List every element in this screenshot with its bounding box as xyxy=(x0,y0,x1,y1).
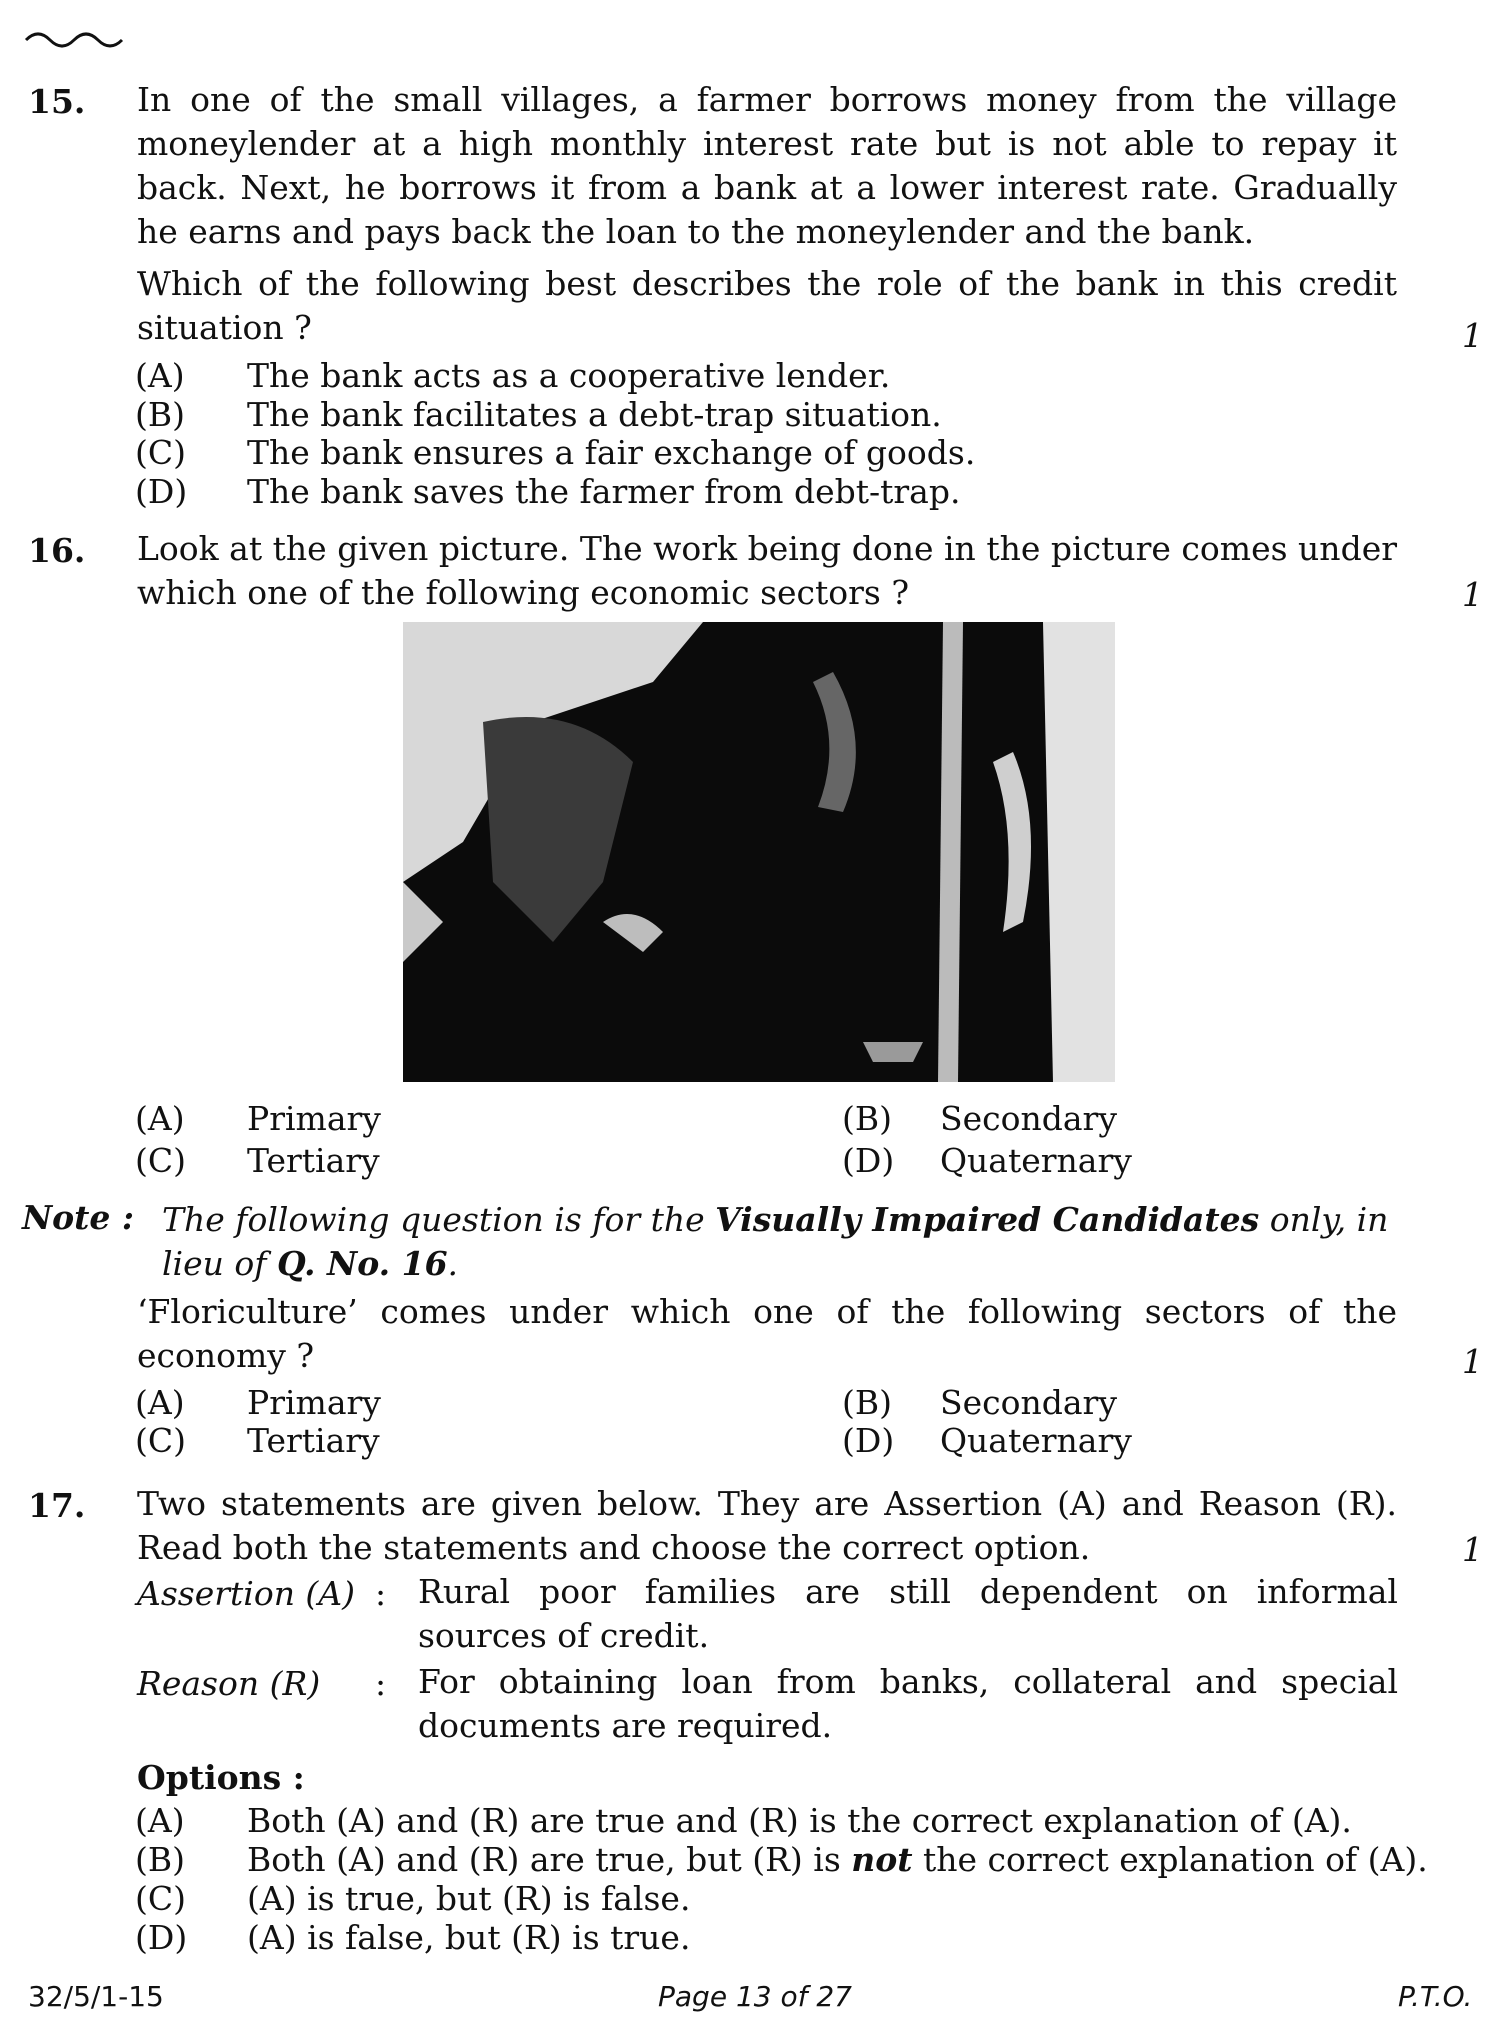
option-a: (A) Primary xyxy=(135,1099,381,1138)
assertion-text: Rural poor families are still dependent on informal sources of credit. xyxy=(418,1572,1398,1655)
option-a: (A) Both (A) and (R) are true and (R) is the correct explanation of (A). xyxy=(135,1801,1352,1840)
question-number: 17. xyxy=(28,1486,86,1525)
options-heading: Options : xyxy=(137,1758,305,1797)
reason-label: Reason (R) xyxy=(137,1664,321,1703)
option-b: (B) Both (A) and (R) are true, but (R) is not the correct explanation of (A). xyxy=(135,1840,1428,1879)
option-d: (D) The bank saves the farmer from debt-trap. xyxy=(135,472,961,511)
marks: 1 xyxy=(1462,316,1483,355)
reason-colon: : xyxy=(375,1664,387,1703)
option-c: (C) The bank ensures a fair exchange of goods. xyxy=(135,433,976,472)
page-number: Page 13 of 27 xyxy=(658,1980,852,2013)
reason-text: For obtaining loan from banks, collateral and special documents are required. xyxy=(418,1662,1398,1745)
marks: 1 xyxy=(1462,1342,1483,1381)
option-c: (C) Tertiary xyxy=(135,1141,380,1180)
note-heading: Note : xyxy=(22,1198,135,1237)
marks: 1 xyxy=(1462,575,1483,614)
question-stem: In one of the small villages, a farmer borrows money from the village moneylender at a high monthly interest rate but is not able to repay it back. Next, he borrows it from a bank at a lower interest rate. Gradually he earns and pays back the loan to the moneylender and the bank. xyxy=(137,80,1397,251)
option-c: (C) Tertiary xyxy=(135,1421,380,1460)
question-stem: Look at the given picture. The work being done in the picture comes under which one of the following economic sectors ? xyxy=(137,529,1397,612)
alt-question: ‘Floriculture’ comes under which one of the following sectors of the economy ? xyxy=(137,1292,1397,1375)
marks: 1 xyxy=(1462,1530,1483,1569)
question-number: 16. xyxy=(28,531,86,570)
option-d: (D) (A) is false, but (R) is true. xyxy=(135,1918,691,1957)
note-text: The following question is for the Visually Impaired Candidates only, in lieu of Q. No. 16. xyxy=(162,1200,1389,1283)
paper-code: 32/5/1-15 xyxy=(28,1980,164,2013)
option-b: (B) Secondary xyxy=(842,1383,1117,1422)
question-number: 15. xyxy=(28,82,86,121)
assertion-colon: : xyxy=(375,1574,387,1613)
question-prompt: Which of the following best describes the role of the bank in this credit situation ? xyxy=(137,264,1397,347)
option-d: (D) Quaternary xyxy=(842,1421,1132,1460)
option-b: (B) Secondary xyxy=(842,1099,1117,1138)
pto-label: P.T.O. xyxy=(1398,1980,1473,2013)
option-a: (A) The bank acts as a cooperative lender. xyxy=(135,356,891,395)
option-c: (C) (A) is true, but (R) is false. xyxy=(135,1879,691,1918)
option-a: (A) Primary xyxy=(135,1383,381,1422)
worker-photo xyxy=(403,622,1115,1082)
option-d: (D) Quaternary xyxy=(842,1141,1132,1180)
assertion-label: Assertion (A) xyxy=(137,1574,356,1613)
option-b: (B) The bank facilitates a debt-trap situation. xyxy=(135,395,942,434)
question-stem: Two statements are given below. They are Assertion (A) and Reason (R). Read both the statements and choose the correct option. xyxy=(137,1484,1397,1567)
wavy-line-icon xyxy=(24,26,124,48)
